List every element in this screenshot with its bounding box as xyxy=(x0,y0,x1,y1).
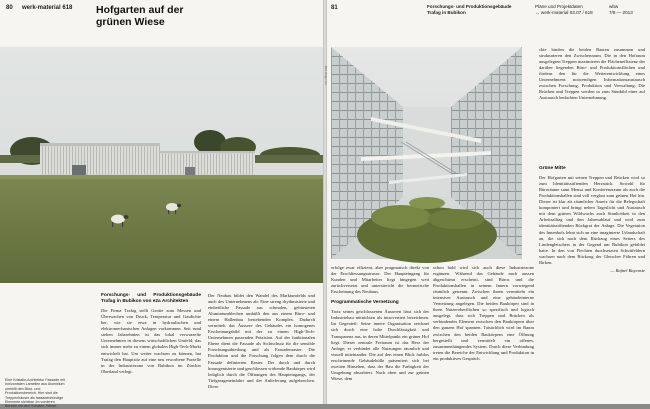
building-exterior-image xyxy=(0,47,323,283)
project-header xyxy=(427,4,511,15)
column-text: Trotz seines geschlossenen Äusseren lässt sich der Industriebau mitnichten als introvertiert bezeichnen. Im Gegenteil: Seine innere Organisation zeichnet sich durch eine hohe Durchlässigkeit und Transparenz aus, in deren Mittelpunkt ein grüner Hof liegt. Dieser zentrale Freiraum ist das Herz der Anlage; er verbindet alle Nutzungen räumlich und visuell miteinander. Die auf den einen Blick farblos erscheinende Gebäudehülle präsentiert sich bei zweiten Hinsehen, dass der Bau die Farbigkeit der Umgebung absorbiert. Nach oben und zur grünen Wiese, dem xyxy=(331,309,429,381)
photo-caption: Eine Kristallo-Architektur Fassade mit horizontalen Lamellen aus Aluminium umhüllt den Büro- und Produktionsbereich. Hier sind die Treppenhäuser als fassadenbündige Elemente sichtbar. Im vorderen Bereich mit den Schafen: Wiese. xyxy=(5,378,65,409)
section-header-sub: → werk-material 03.07 / 618 xyxy=(535,9,593,15)
right-column-1 xyxy=(331,265,429,404)
title-line-1: Hofgarten auf der xyxy=(96,4,184,16)
section-header-title: Pläne und Projektdaten xyxy=(535,4,583,9)
left-page xyxy=(0,0,323,409)
column-text: Die Firma Trafag stellt Geräte zum Messen und Überwachen von Druck, Temperatur und Gasdichte her, wie sie etwa in hydraulischen und elektromechanischen Anlagen vorkommen. Seit rund sieben Jahrzehnten ist das lokal verwurzelte Unternehmen in diesem wirtschaftlichen Umfeld, das sich immer mehr zu einem globalen High-Tech-Markt entwickelt hat. Um weiter wachsen zu können, hat Trafag den Hauptsitz auf eine neu erworbene Parzelle in der Industriezone von Bubikon im Zürcher Oberland verlegt. xyxy=(101,308,201,374)
courtyard-photo xyxy=(331,47,522,259)
issue-name: wbw xyxy=(609,4,619,9)
column-text: Der Neubau bildet den Wandel des Marktumfelds und auch des Unternehmens ab: Eine streng rhythmisierte und einheitliche Fassade aus schmalen, gebürsteten Aluminiumblechen umhüllt den aus einem Büro- und einem Hallenbau bestehenden Komplex. Dadurch vermittelt das Äussere des Gebäudes ein homogenes Erscheinungsbild mit der zu einem High-Tech-Unternehmen passenden Präzision. Auf der funktionalen Ebene dient die Fassade als Sichtschutz für die sensible Forschungsabteilung und als Fassadenraster. Die Produktion und die Forschung folgen dem durch die Fassade definierten Raster. Der durch und durch homogenisierte und geschlossen wirkende Baukörper wird lediglich durch die Öffnungen des Haupteingangs, der Tiefgarageneinfahrt und der Anlieferung aufgebrochen. Diese xyxy=(208,293,315,389)
section-header xyxy=(535,4,593,15)
article-subhead: Forschungs- und Produktionsgebäude Trafag in Bubikon von e2a Architekten xyxy=(101,293,201,305)
page-number: 81 xyxy=(331,5,338,11)
right-column-2 xyxy=(433,265,534,404)
left-column-1 xyxy=(101,293,201,404)
right-page xyxy=(324,0,650,404)
building-photo xyxy=(0,47,323,283)
magazine-name: werk-material 618 xyxy=(22,5,73,11)
column-text: Der Hofgarten mit seinen Treppen und Brücken wird so zum Identitätsstiftenden Herzstück. Sowohl für Büroräume samt Mensa und Konferenzraum als auch die Produktionshallen sind voll verglast zum grünen Hof hin. Dieser ist klar als räumlicher Anreiz für die Belegschaft komponiert und bringt neben Tageslicht und Austausch mit dem grünen Wildwuchs auch Sinnlichkeit in den Arbeitsalltag und den Jahresablauf und wird zum identitätsstiftenden Rückgrat der Anlage. Die Vegetation des Innenhofs lehnt sich an eine imaginierte Urlandschaft an, die sich nach dem Rückzug eines Seiters des Lindengletschers in der Gegend um Bubikon gebildet hatte. In den von Flechten durchsetzten Schuttfeldern wachsen nach dem Rückzug der Gletscher Föhren und Birken. xyxy=(539,175,645,265)
project-header-title: Forschungs- und Produktionsgebäude xyxy=(427,4,512,9)
column-text: ckte binden die beiden Bauten zusammen und strukturieren den Zwischenraum. Die in den Hofraum ausgelegten Treppen maximieren die Flächeneffizienz der darüber liegenden Büro- und Produktionsflächen und fördern den für die Weiterentwicklung eines Unternehmens notwendigen Informationsaustausch zwischen Forschung, Produktion und Verwaltung. Die Brücken und Treppen werden so zum Sinnbild einer auf Austausch bedachten Unternehmung. xyxy=(539,47,645,101)
section-subhead: Grüne Mitte xyxy=(539,166,566,171)
author-signature: — Rafael Bayenste xyxy=(610,267,645,273)
issue-header xyxy=(609,4,633,15)
section-subhead: Programmatische Vernetzung xyxy=(331,300,399,306)
left-column-2 xyxy=(208,293,315,404)
article-title xyxy=(96,4,296,28)
issue-date: 7/8 — 2013 xyxy=(609,9,633,15)
right-column-3b xyxy=(539,166,645,404)
column-text: schon bald wird sich auch diese Industriezone ergänzen. Während das Gebäude nach aussen abgeschirmt erscheint, sind Büros und die Produktionshallen in seinem Innern vorwiegend räumlich getrennt. Zwischen ihnen vermitteln ein intensiver Austausch und eine gebäudeinterne Vernetzung angelegen. Die beiden Baukörper sind in ihren Nutzeroberflächen so spezifisch und logisch ausgelegt, dass sich Treppen und Brücken als verbindendes Element zwischen den Baukörpern über den ganzen Hof spannen. Tatsächlich wird im Raum zwischen den beiden Baukörpern eine Öffnung hergestellt und vermittelt ein offenes, zusammenhängendes System. Durch diese Verbindung treten die Bereiche der Entwicklung und Produktion in ein produktives Gespräch. xyxy=(433,265,534,361)
column-text: erfolge zwar effizient, aber pragmatisch direkt von der Erschliessungsstrasse. Der Haupteingang für Kunden und Mitarbeiter liegt hingegen weit zurückversetzt und unterstreicht die hermetische Erscheinung des Neubaus. xyxy=(331,265,429,295)
project-header-sub: Trafag in Bubikon xyxy=(427,9,466,15)
right-column-3a xyxy=(539,47,645,163)
page-number: 80 xyxy=(6,5,13,11)
courtyard-interior-image xyxy=(331,47,522,259)
title-line-2: grünen Wiese xyxy=(96,16,165,28)
photo-credit: Bild: Roger Frei xyxy=(324,66,328,86)
